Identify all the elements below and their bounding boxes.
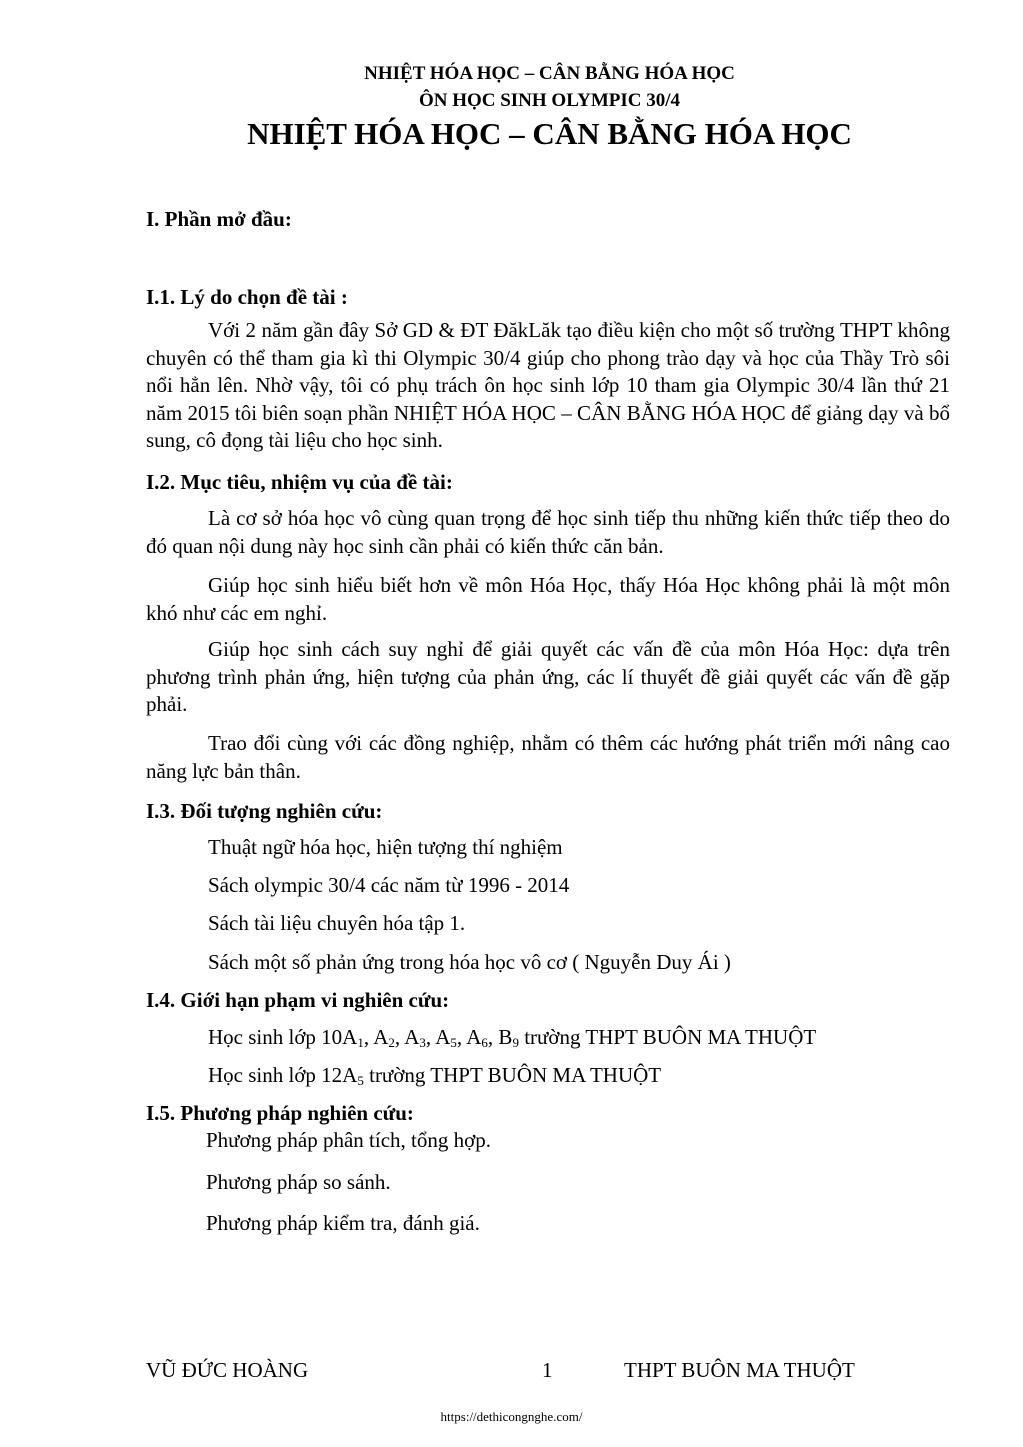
section-2-paragraph-2: Giúp học sinh hiểu biết hơn về môn Hóa Học, thấy Hóa Học không phải là một môn khó như các em nghỉ. xyxy=(146,573,950,625)
section-2-paragraph-1: Là cơ sở hóa học vô cùng quan trọng để học sinh tiếp thu những kiến thức tiếp theo do đó quan nội dung này học sinh cần phải có kiến thức căn bản. xyxy=(146,506,950,558)
section-5-item: Phương pháp so sánh. xyxy=(206,1170,391,1194)
section-3-item: Sách một số phản ứng trong hóa học vô cơ ( Nguyễn Duy Ái ) xyxy=(208,950,731,974)
header-line-2: ÔN HỌC SINH OLYMPIC 30/4 xyxy=(418,90,681,111)
section-1-paragraph: Với 2 năm gần đây Sở GD & ĐT ĐăkLăk tạo điều kiện cho một số trường THPT không chuyên có thể tham gia kì thi Olympic 30/4 giúp cho phong trào dạy và học của Thầy Trò sôi nổi hẳn lên. Nhờ vậy, tôi có phụ trách ôn học sinh lớp 10 tham gia Olympic 30/4 lần thứ 21 năm 2015 tôi biên soạn phần NHIỆT HÓA HỌC – CÂN BẰNG HÓA HỌC để giảng dạy và bổ sung, cô đọng tài liệu cho học sinh. xyxy=(146,318,950,452)
header-line-1: NHIỆT HÓA HỌC – CÂN BẰNG HÓA HỌC xyxy=(364,63,735,84)
section-3-item: Sách olympic 30/4 các năm từ 1996 - 2014 xyxy=(208,873,570,897)
footer-author: VŨ ĐỨC HOÀNG xyxy=(146,1358,309,1382)
section-5-item: Phương pháp kiểm tra, đánh giá. xyxy=(206,1211,480,1235)
footer-page-number: 1 xyxy=(542,1358,553,1382)
section-intro-heading: I. Phần mở đầu: xyxy=(146,207,292,231)
section-4-heading: I.4. Giới hạn phạm vi nghiên cứu: xyxy=(146,988,450,1012)
section-1-heading: I.1. Lý do chọn đề tài : xyxy=(146,285,348,309)
section-3-item: Sách tài liệu chuyên hóa tập 1. xyxy=(208,911,466,935)
section-3-item: Thuật ngữ hóa học, hiện tượng thí nghiệm xyxy=(208,835,563,859)
section-4-line-1: Học sinh lớp $10A_1$, $A_2$, $A_3$, $A_5$, $A_6$, $B_9$ trường THPT BUÔN MA THUỘT xyxy=(208,1025,817,1050)
section-3-heading: I.3. Đối tượng nghiên cứu: xyxy=(146,799,383,823)
page-title: NHIỆT HÓA HỌC – CÂN BẰNG HÓA HỌC xyxy=(247,116,852,151)
section-5-heading: I.5. Phương pháp nghiên cứu: xyxy=(146,1101,414,1125)
section-2-paragraph-4: Trao đổi cùng với các đồng nghiệp, nhằm có thêm các hướng phát triển mới nâng cao năng lực bản thân. xyxy=(146,731,950,783)
footer-url-link[interactable]: https://dethicongnghe.com/ xyxy=(440,1409,583,1424)
section-2-paragraph-3: Giúp học sinh cách suy nghỉ để giải quyết các vấn đề của môn Hóa Học: dựa trên phương trình phản ứng, hiện tượng của phản ứng, các lí thuyết đề giải quyết các vấn đề gặp phải. xyxy=(146,637,950,716)
section-5-item: Phương pháp phân tích, tổng hợp. xyxy=(206,1128,491,1152)
section-2-heading: I.2. Mục tiêu, nhiệm vụ của đề tài: xyxy=(146,470,453,494)
section-4-line-2: Học sinh lớp $12A_5$ trường THPT BUÔN MA THUỘT xyxy=(208,1063,662,1088)
footer-school: THPT BUÔN MA THUỘT xyxy=(624,1358,855,1382)
